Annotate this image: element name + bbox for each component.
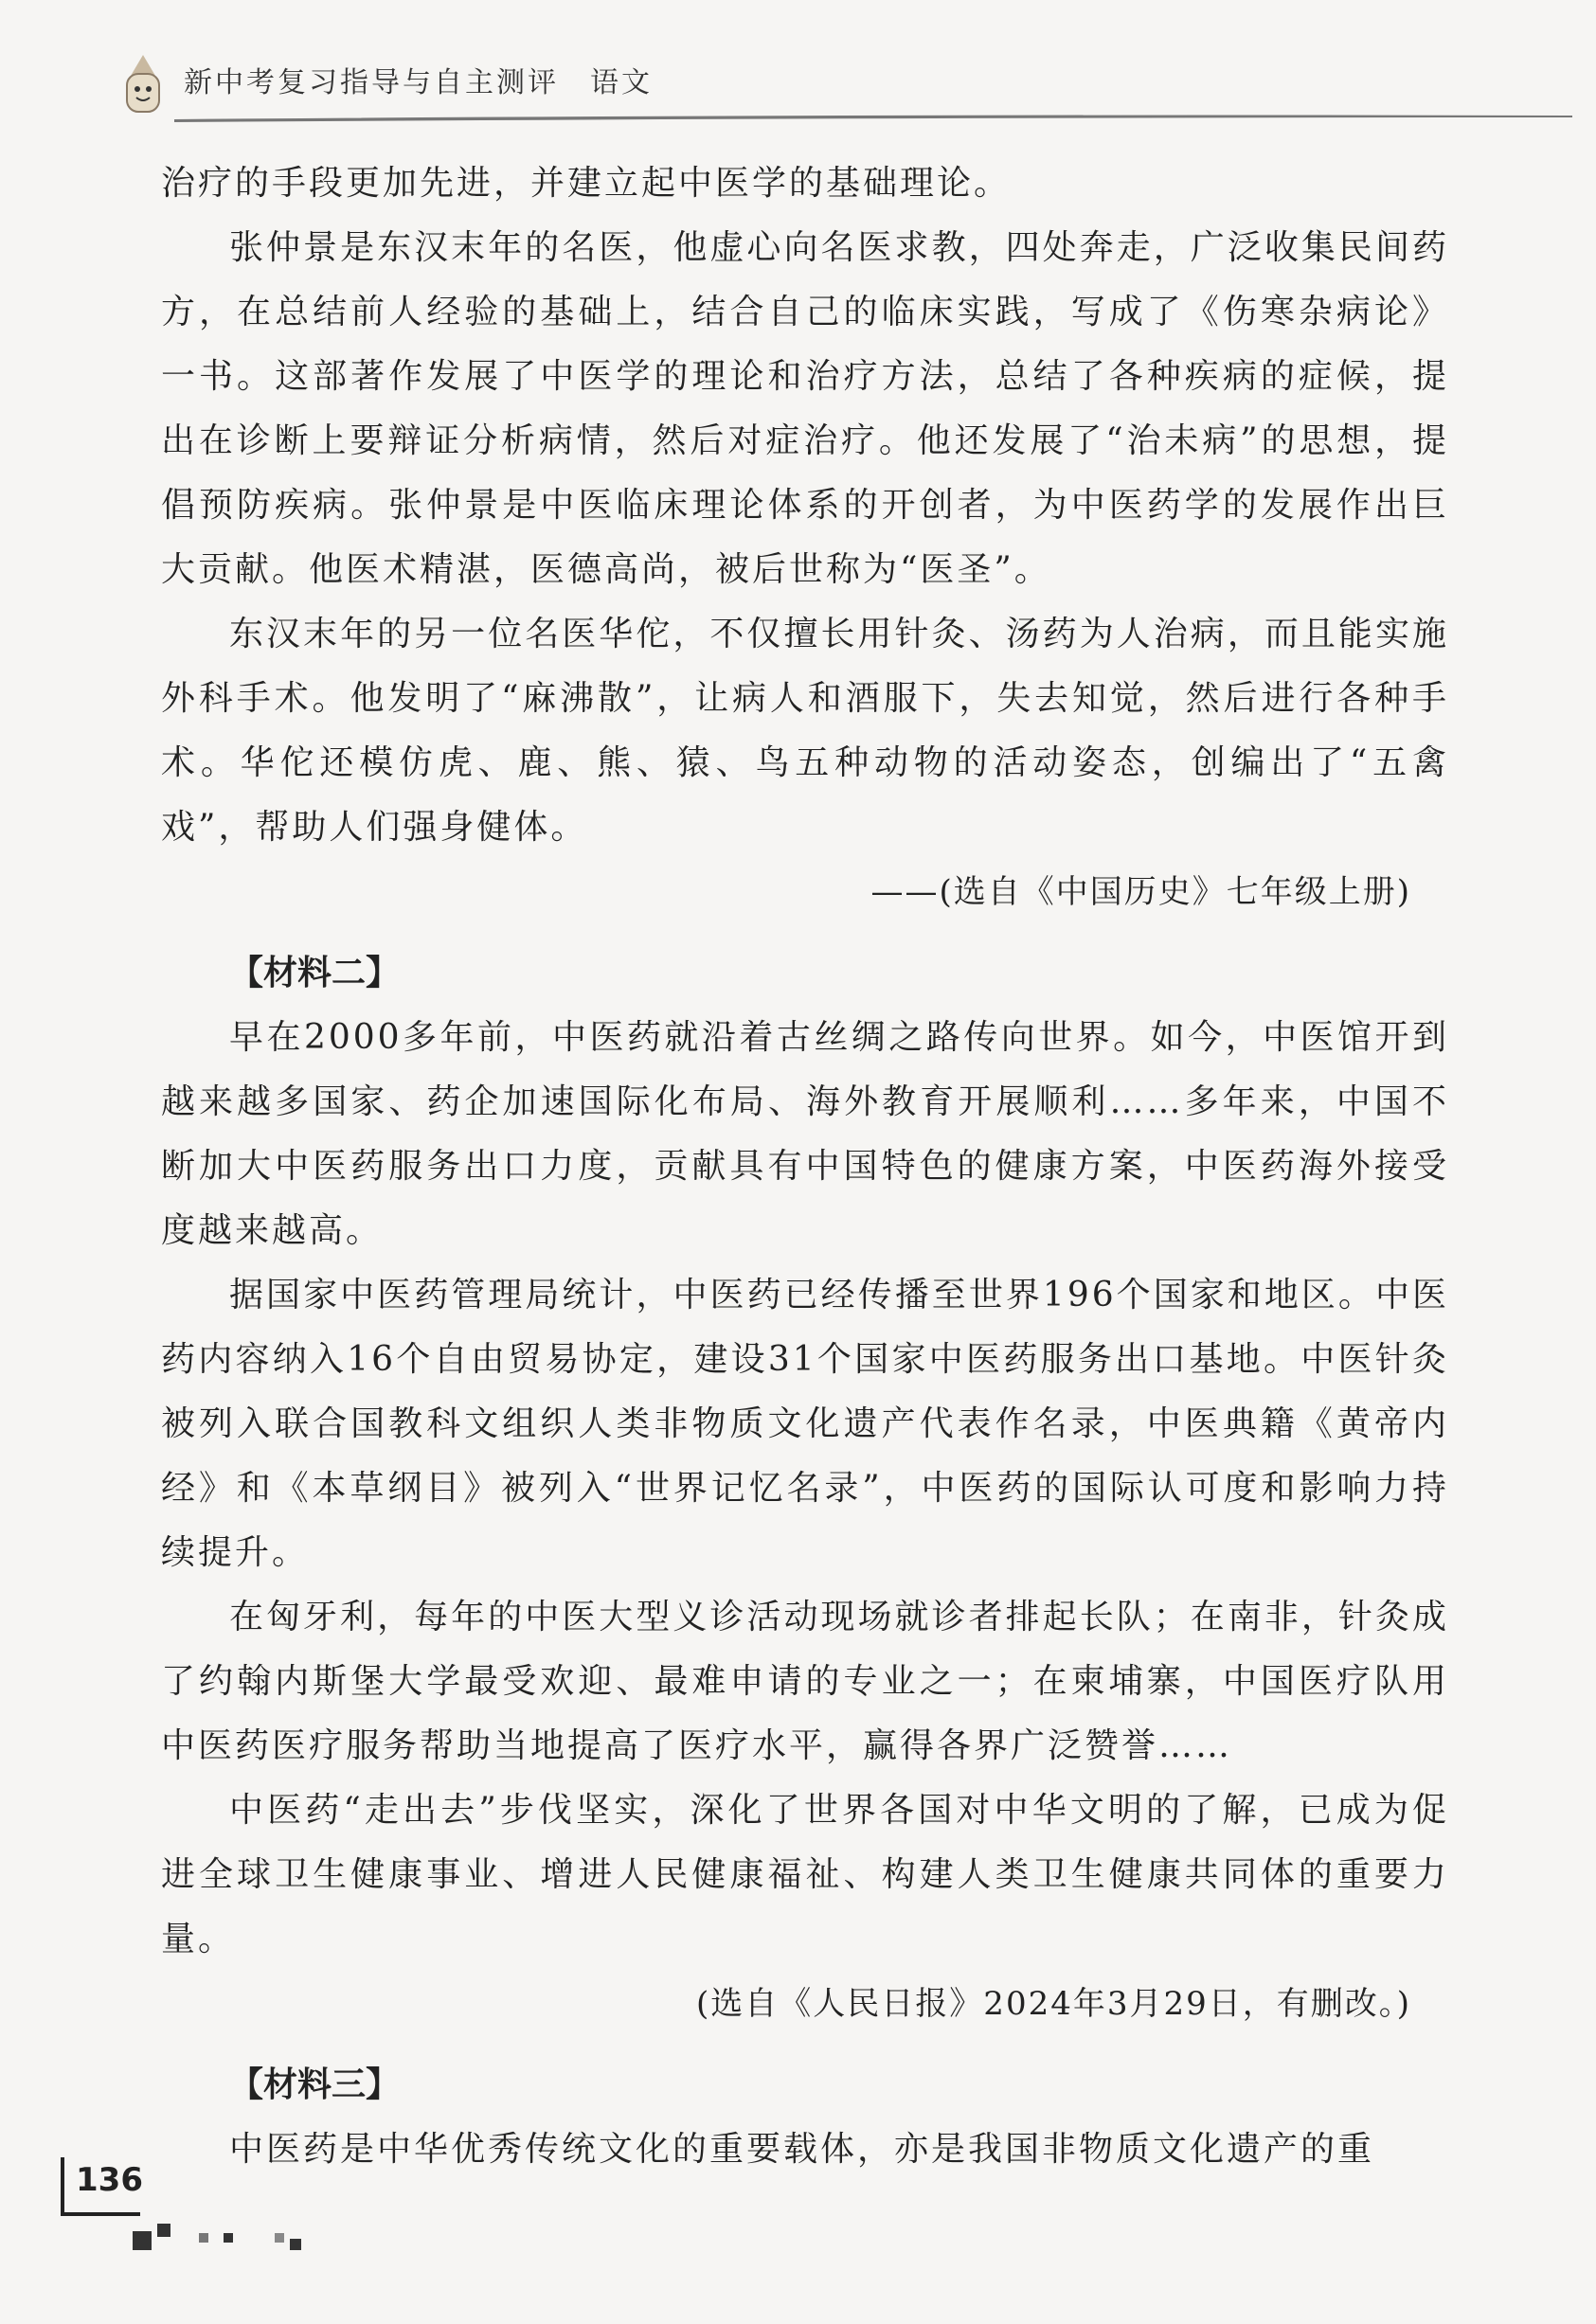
square-decoration <box>224 2233 233 2243</box>
section-heading: 【材料二】 <box>229 954 401 992</box>
source-citation: ——(选自《中国历史》七年级上册) <box>870 873 1411 911</box>
paragraph: 张仲景是东汉末年的名医，他虚心向名医求教，四处奔走，广泛收集民间药方，在总结前人经验的基础上，结合自己的临床实践，写成了《伤寒杂病论》一书。这部著作发展了中医学的理论和治疗方法，总结了各种疾病的症候，提出在诊断上要辩证分析病情，然后对症治疗。他还发展了“治未病”的思想，提倡预防疾病。张仲景是中医临床理论体系的开创者，为中医药学的发展作出巨大贡献。他医术精湛，医德高尚，被后世称为“医圣”。 <box>161 228 1449 589</box>
paragraph: 早在2000多年前，中医药就沿着古丝绸之路传向世界。如今，中医馆开到越来越多国家、药企加速国际化布局、海外教育开展顺利……多年来，中国不断加大中医药服务出口力度，贡献具有中国特色的健康方案，中医药海外接受度越来越高。 <box>161 1018 1449 1250</box>
source-citation: (选自《人民日报》2024年3月29日，有删改。) <box>696 1985 1411 2023</box>
paragraph: 在匈牙利，每年的中医大型义诊活动现场就诊者排起长队；在南非，针灸成了约翰内斯堡大学最受欢迎、最难申请的专业之一；在柬埔寨，中国医疗队用中医药医疗服务帮助当地提高了医疗水平，赢得各界广泛赞誉…… <box>161 1598 1449 1765</box>
square-decoration <box>157 2224 170 2237</box>
square-decoration <box>199 2233 208 2243</box>
paragraph: 中医药“走出去”步伐坚实，深化了世界各国对中华文明的了解，已成为促进全球卫生健康事业、增进人民健康福祉、构建人类卫生健康共同体的重要力量。 <box>161 1791 1449 1958</box>
square-decoration <box>290 2239 301 2250</box>
pencil-mascot-icon <box>114 53 172 119</box>
section-heading: 【材料三】 <box>229 2065 401 2104</box>
square-decoration <box>275 2233 284 2243</box>
page-header <box>114 49 1572 125</box>
square-decoration <box>133 2231 152 2250</box>
book-title: 新中考复习指导与自主测评 语文 <box>184 66 653 99</box>
paragraph: 治疗的手段更加先进，并建立起中医学的基础理论。 <box>161 164 1012 203</box>
paragraph: 东汉末年的另一位名医华佗，不仅擅长用针灸、汤药为人治病，而且能实施外科手术。他发明了“麻沸散”，让病人和酒服下，失去知觉，然后进行各种手术。华佗还模仿虎、鹿、熊、猿、鸟五种动物的活动姿态，创编出了“五禽戏”，帮助人们强身健体。 <box>161 615 1449 847</box>
decorative-squares <box>133 2216 322 2254</box>
paragraph: 据国家中医药管理局统计，中医药已经传播至世界196个国家和地区。中医药内容纳入16个自由贸易协定，建设31个国家中医药服务出口基地。中医针灸被列入联合国教科文组织人类非物质文化遗产代表作名录，中医典籍《黄帝内经》和《本草纲目》被列入“世界记忆名录”，中医药的国际认可度和影响力持续提升。 <box>161 1276 1449 1572</box>
paragraph: 中医药是中华优秀传统文化的重要载体，亦是我国非物质文化遗产的重 <box>229 2130 1375 2169</box>
article-body <box>161 152 1449 2182</box>
page-number: 136 <box>76 2161 143 2199</box>
page-number-box <box>61 2157 143 2216</box>
header-rule <box>174 112 1572 123</box>
